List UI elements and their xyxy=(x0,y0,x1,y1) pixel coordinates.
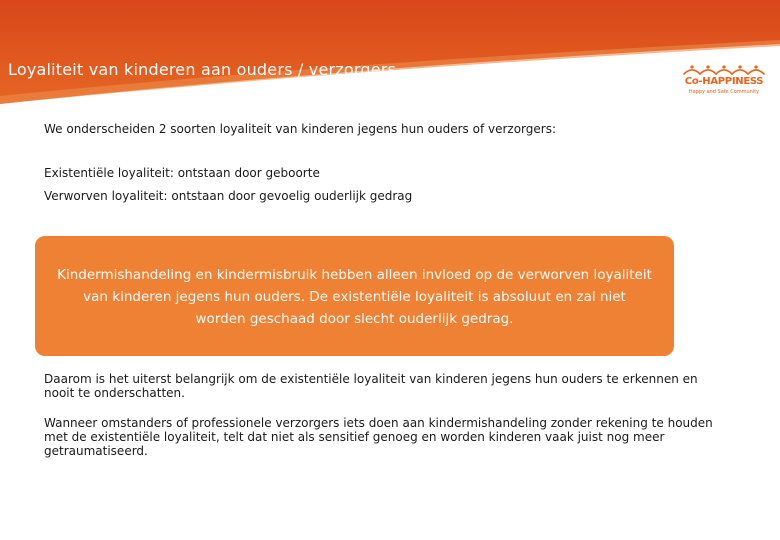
intro-text: We onderscheiden 2 soorten loyaliteit van kinderen jegens hun ouders of verzorgers: xyxy=(44,122,556,136)
existential-loyalty-line xyxy=(44,166,320,181)
existential-label: Existentiële loyaliteit: xyxy=(44,166,174,180)
callout-box xyxy=(35,236,674,356)
header-banner xyxy=(0,0,780,110)
acquired-text: ontstaan door gevoelig ouderlijk gedrag xyxy=(171,189,413,203)
logo-name: Co-HAPPINESS xyxy=(684,76,764,87)
banner-shape xyxy=(0,0,780,110)
paragraph-importance: Daarom is het uiterst belangrijk om de existentiële loyaliteit van kinderen jegens hun ouders te erkennen en nooit te onderschatten. xyxy=(44,372,698,400)
paragraph-bystanders: Wanneer omstanders of professionele verzorgers iets doen aan kindermishandeling zonder rekening te houden met de existentiële loyaliteit, telt dat niet als sensitief genoeg en worden kinderen vaak juist nog meer getraumatiseerd. xyxy=(44,416,713,458)
acquired-label: Verworven loyaliteit: xyxy=(44,189,168,203)
acquired-loyalty-line xyxy=(44,189,412,204)
co-happiness-logo xyxy=(676,64,772,98)
callout-text: Kindermishandeling en kindermisbruik hebben alleen invloed op de verworven loyaliteit van kinderen jegens hun ouders. De existentiële loyaliteit is absoluut en zal niet worden geschaad door slecht ouderlijk gedrag. xyxy=(57,267,652,327)
page-title: Loyaliteit van kinderen aan ouders / verzorgers xyxy=(8,60,397,79)
logo-tagline: Happy and Safe Community xyxy=(688,89,760,95)
existential-text: ontstaan door geboorte xyxy=(177,166,320,180)
